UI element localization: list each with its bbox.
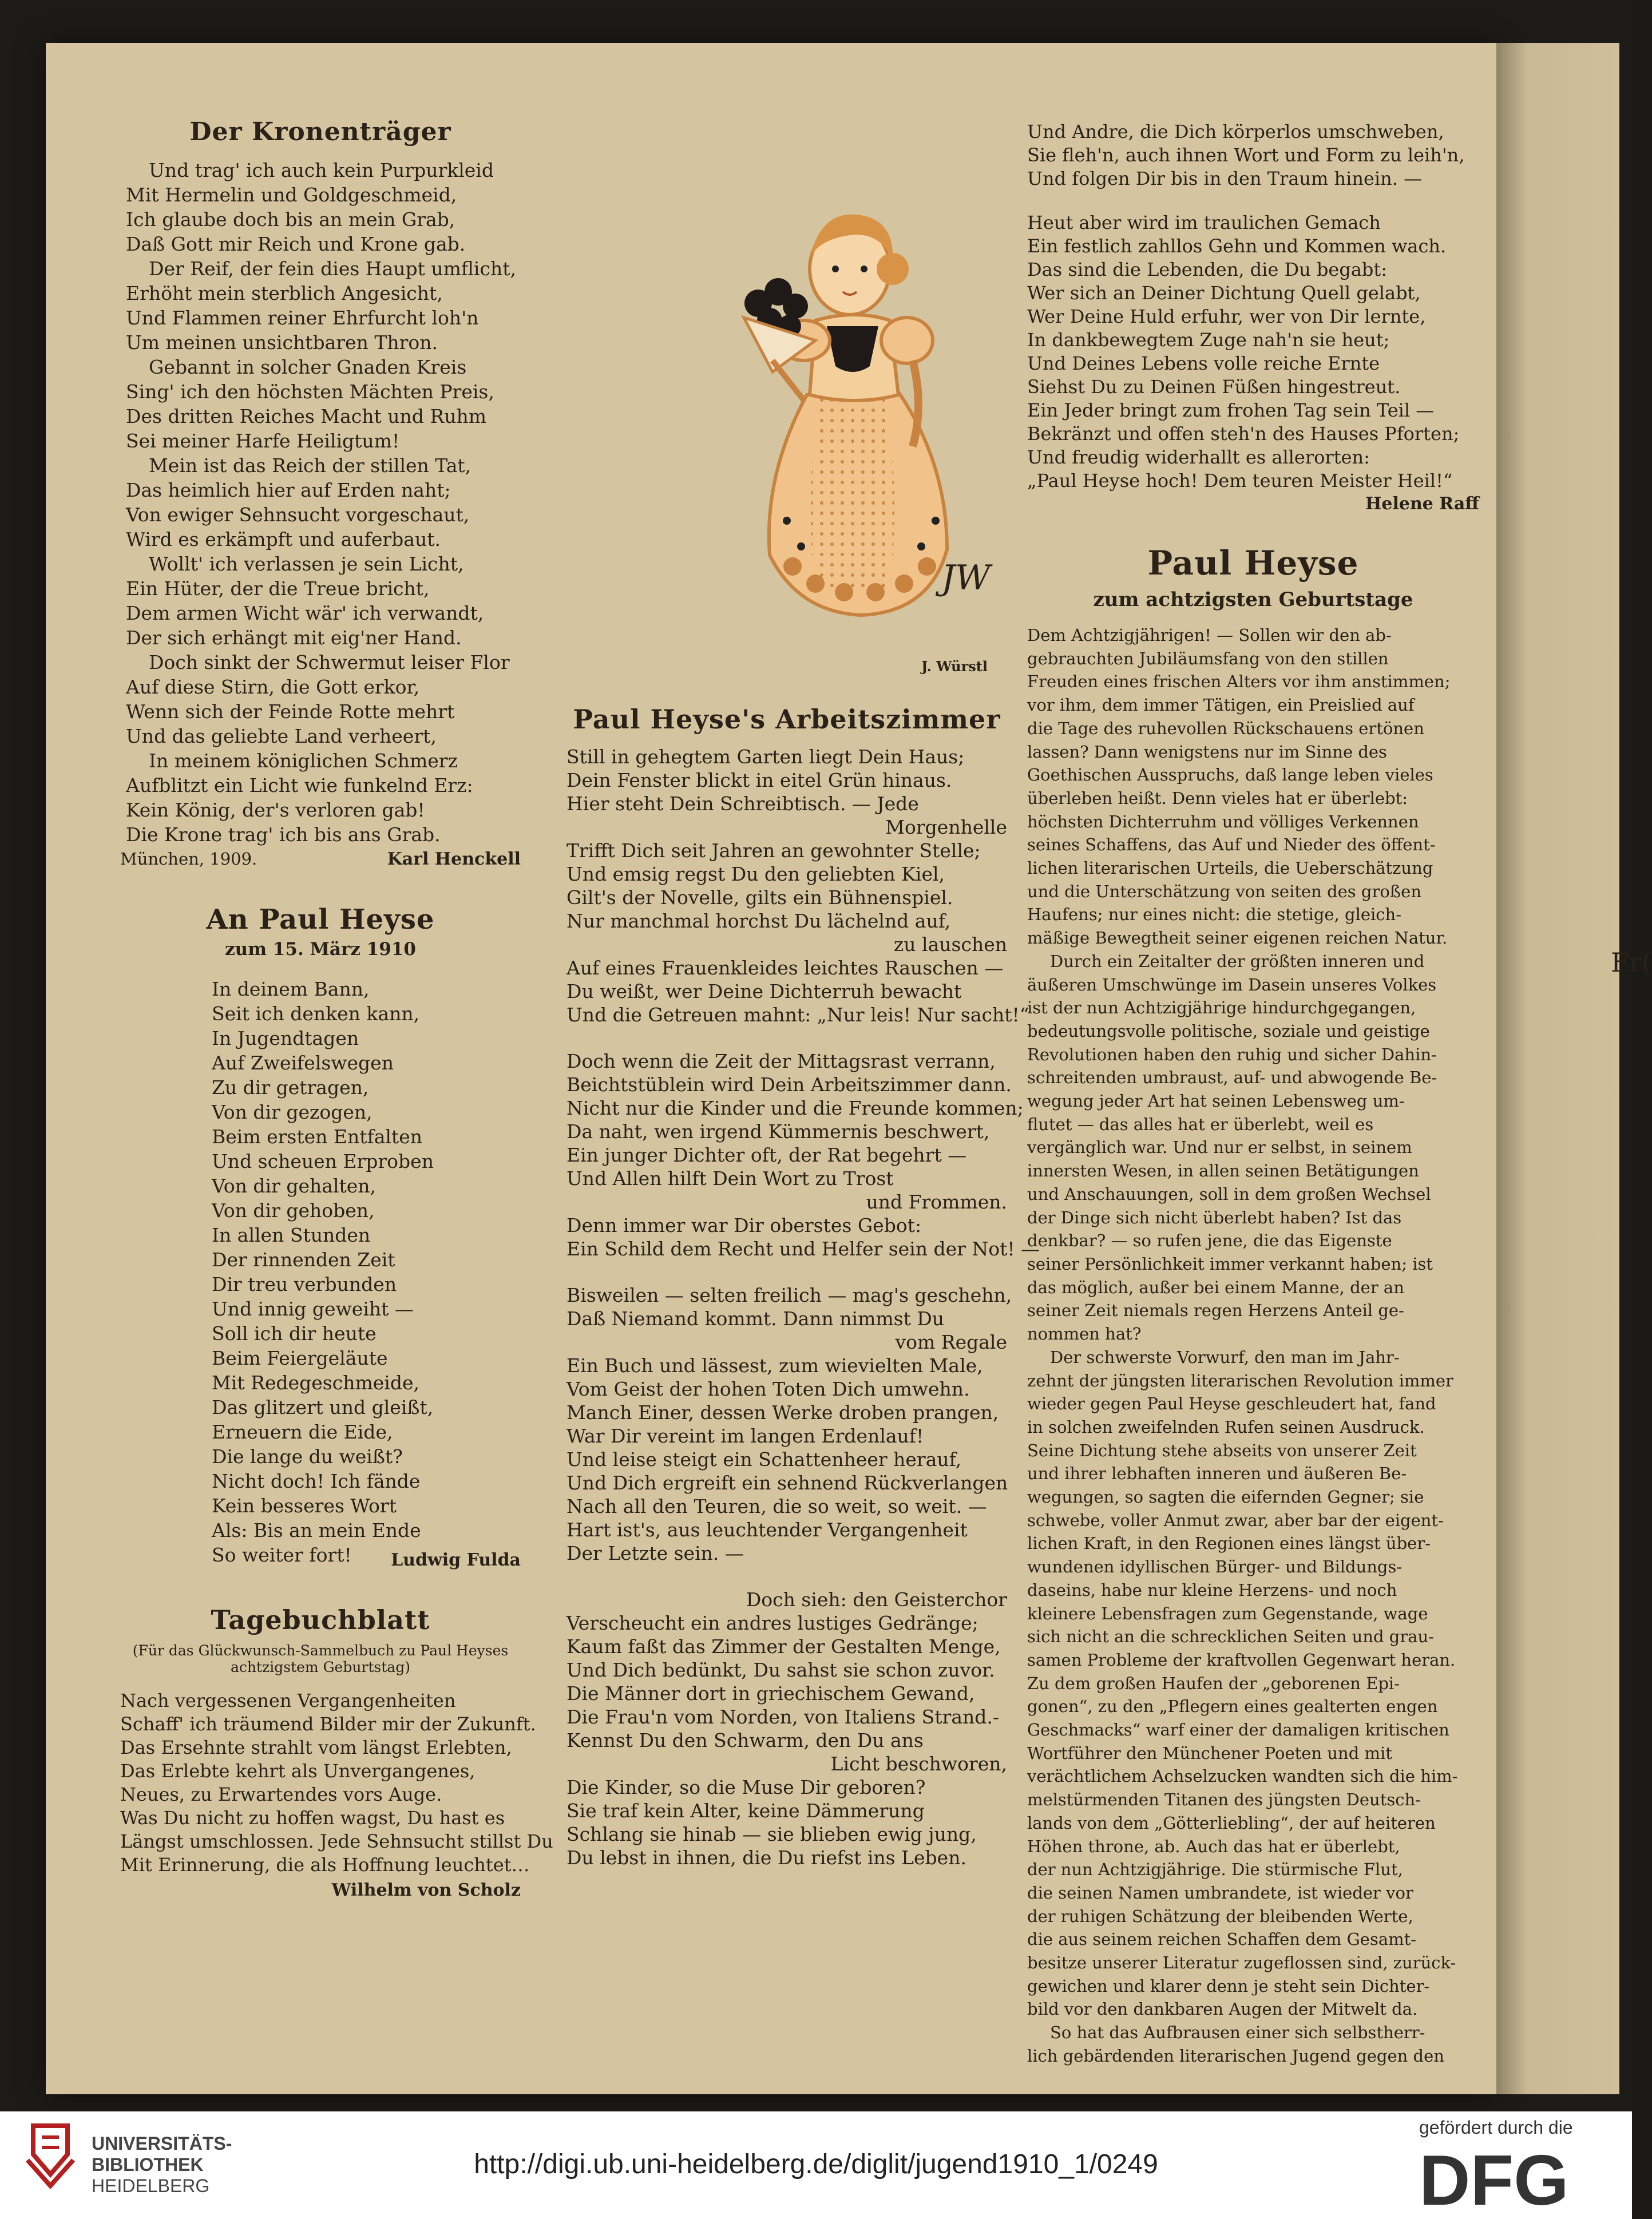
poem-line: Was Du nicht zu hoffen wagst, Du hast es xyxy=(120,1807,505,1829)
article-line: So hat das Aufbrausen einer sich selbstherr- xyxy=(1050,2023,1425,2043)
illustration-monogram: JW xyxy=(941,558,991,598)
article-line: wegung jeder Art hat seinen Lebensweg um- xyxy=(1027,1091,1405,1111)
poem-line: Auf Zweifelswegen xyxy=(212,1052,394,1074)
article-title: Paul Heyse xyxy=(1147,544,1359,583)
article-line: Dem Achtzigjährigen! — Sollen wir den ab- xyxy=(1027,625,1392,645)
poem-line: Wer Deine Huld erfuhr, wer von Dir lernte, xyxy=(1027,306,1426,327)
article-line: lichen literarischen Urteils, die Ueberschätzung xyxy=(1027,858,1433,878)
poem-line: Da naht, wen irgend Kümmernis beschwert, xyxy=(566,1120,990,1143)
poem-line: Erneuern die Eide, xyxy=(212,1421,393,1443)
poem-line: Nicht doch! Ich fände xyxy=(212,1470,421,1492)
article-line: schwebe, voller Anmut zwar, aber bar der eigent- xyxy=(1027,1510,1444,1530)
article-line: Höhen throne, ab. Auch das hat er überlebt, xyxy=(1027,1836,1400,1856)
poem-line: Das glitzert und gleißt, xyxy=(212,1396,434,1418)
article-line: seiner Zeit niemals regen Herzens Anteil ge- xyxy=(1027,1301,1404,1321)
poem-line: Mit Erinnerung, die als Hoffnung leuchtet… xyxy=(120,1854,530,1876)
poem-line: Nach all den Teuren, die so weit, so weit. — xyxy=(566,1495,987,1517)
poem5-body xyxy=(1027,120,1479,493)
article-line: äußeren Umschwünge im Dasein unseres Volkes xyxy=(1027,974,1437,994)
poem-line: In meinem königlichen Schmerz xyxy=(149,750,458,772)
poem-line: Von dir gehalten, xyxy=(212,1175,377,1197)
poem2-subtitle: zum 15. März 1910 xyxy=(225,939,416,960)
poem-line: Ein junger Dichter oft, der Rat begehrt — xyxy=(566,1144,967,1166)
poem-line: Ein Hüter, der die Treue bricht, xyxy=(126,577,430,600)
article-line: lands von dem „Götterliebling“, der auf heiteren xyxy=(1027,1813,1436,1833)
poem-line: Bekränzt und offen steh'n des Hauses Pforten; xyxy=(1027,423,1460,445)
article-line: vergänglich war. Und nur er selbst, in seinem xyxy=(1027,1138,1412,1158)
poem-line: Dir treu verbunden xyxy=(212,1273,397,1295)
poem-line: Und leise steigt ein Schattenheer herauf, xyxy=(566,1448,962,1471)
article-line: und Anschauungen, soll in dem großen Wechsel xyxy=(1027,1184,1431,1204)
poem-line: Die Kinder, so die Muse Dir geboren? xyxy=(566,1776,926,1798)
poem-line: In allen Stunden xyxy=(212,1224,371,1246)
poem-line: zu lauschen xyxy=(893,933,1007,956)
poem-line: Auf diese Stirn, die Gott erkor, xyxy=(126,676,420,698)
poem-line: vom Regale xyxy=(895,1331,1007,1353)
dfg-logo-text: DFG xyxy=(1419,2141,1569,2219)
poem-line: Wer sich an Deiner Dichtung Quell gelabt, xyxy=(1027,282,1421,304)
poem-line: Siehst Du zu Deinen Füßen hingestreut. xyxy=(1027,376,1401,398)
poem-line: Und das geliebte Land verheert, xyxy=(126,725,437,747)
article-line: besitze unserer Literatur zugeflossen sind, zurück- xyxy=(1027,1953,1456,1973)
poem-line: Dein Fenster blickt in eitel Grün hinaus. xyxy=(566,769,952,791)
poem-line: Gebannt in solcher Gnaden Kreis xyxy=(149,356,467,378)
article-line: die Tage des ruhevollen Rückschauens ertönen xyxy=(1027,718,1424,738)
article-line: überleben heißt. Denn vieles hat er überlebt: xyxy=(1027,788,1408,808)
poem-line: Ein Buch und lässest, zum wievielten Male, xyxy=(566,1354,983,1377)
article-line: Geschmacks“ warf einer der damaligen kritischen xyxy=(1027,1720,1449,1740)
poem-line: Ein festlich zahllos Gehn und Kommen wach. xyxy=(1027,235,1447,257)
poem-line: Bisweilen — selten freilich — mag's geschehn, xyxy=(566,1284,1012,1306)
left-column xyxy=(120,117,553,1900)
article-line: der ruhigen Schätzung der bleibenden Werte, xyxy=(1027,1906,1413,1926)
article-line: gebrauchten Jubiläumsfang von den stillen xyxy=(1027,648,1389,668)
article-line: der Dinge sich nicht überlebt haben? Ist das xyxy=(1027,1207,1402,1227)
adjacent-page-edge xyxy=(1496,43,1619,2094)
poem-line: Sie traf kein Alter, keine Dämmerung xyxy=(566,1800,925,1822)
poem-line: Und trag' ich auch kein Purpurkleid xyxy=(149,159,494,181)
poem-line: In dankbewegtem Zuge nah'n sie heut; xyxy=(1027,329,1390,351)
poem-line: Vom Geist der hohen Toten Dich umwehn. xyxy=(566,1378,970,1400)
article-line: seines Schaffens, das Auf und Nieder des öffent- xyxy=(1027,835,1436,855)
poem-line: Nach vergessenen Vergangenheiten xyxy=(120,1690,456,1711)
article-line: die seinen Namen umbrandete, ist wieder vor xyxy=(1027,1883,1413,1903)
poem2-author: Ludwig Fulda xyxy=(391,1550,521,1570)
illustration-credit: J. Würstl xyxy=(921,658,988,675)
poem-line: Die Frau'n vom Norden, von Italiens Strand.- xyxy=(566,1706,1000,1728)
article-line: seiner Persönlichkeit immer verkannt haben; ist xyxy=(1027,1254,1433,1274)
article-line: Haufens; nur eines nicht: die stetige, gleich- xyxy=(1027,905,1402,925)
article-line: und ihrer lebhaften inneren und äußeren Be- xyxy=(1027,1464,1407,1484)
poem-line: Beim Feiergeläute xyxy=(212,1347,388,1369)
poem-line: Um meinen unsichtbaren Thron. xyxy=(126,331,438,354)
poem-line: Beim ersten Entfalten xyxy=(212,1126,422,1148)
poem3-subtitle-1: (Für das Glückwunsch-Sammelbuch zu Paul Heyses xyxy=(132,1642,509,1659)
poem-line: Die Krone trag' ich bis ans Grab. xyxy=(126,823,441,846)
stanza-gap xyxy=(566,1027,1007,1049)
article-line: die aus seinem reichen Schaffen dem Gesamt- xyxy=(1027,1929,1417,1949)
poem-line: Die lange du weißt? xyxy=(212,1445,403,1468)
poem-line: Kein König, der's verloren gab! xyxy=(126,799,425,821)
article-line: Revolutionen haben den ruhig und sicher Dahin- xyxy=(1027,1044,1437,1064)
poem-line: Beichtstüblein wird Dein Arbeitszimmer dann. xyxy=(566,1073,1012,1096)
article-line: daseins, habe nur kleine Herzens- und noch xyxy=(1027,1580,1397,1600)
poem1-title: Der Kronenträger xyxy=(189,117,451,146)
article-line: ist der nun Achtzigjährige hindurchgegangen, xyxy=(1027,998,1416,1018)
poem-line: Hier steht Dein Schreibtisch. — Jede xyxy=(566,792,919,815)
poem-line: In Jugendtagen xyxy=(212,1027,359,1049)
poem-line: Sie fleh'n, auch ihnen Wort und Form zu leih'n, xyxy=(1027,144,1465,166)
article-line: gonen“, zu den „Pflegern eines gealterten engen xyxy=(1027,1697,1438,1717)
poem-line: Kaum faßt das Zimmer der Gestalten Menge, xyxy=(566,1635,1001,1658)
poem4-title: Paul Heyse's Arbeitszimmer xyxy=(573,704,1001,735)
poem-line: Kein besseres Wort xyxy=(212,1495,397,1517)
poem1-author: Karl Henckell xyxy=(387,849,521,869)
article-line: und die Unterschätzung von seiten des großen xyxy=(1027,881,1422,901)
poem-line: Manch Einer, dessen Werke droben prangen, xyxy=(566,1401,999,1424)
article-line: Durch ein Zeitalter der größten inneren und xyxy=(1050,951,1425,971)
article-line: Goethischen Ausspruchs, daß lange leben vieles xyxy=(1027,765,1433,785)
article-line: samen Probleme der kraftvollen Gegenwart heran. xyxy=(1027,1650,1456,1670)
poem-line: Und freudig widerhallt es allerorten: xyxy=(1027,446,1370,468)
poem-line: Dem armen Wicht wär' ich verwandt, xyxy=(126,602,484,624)
adjacent-page-text: Fr( xyxy=(1611,947,1652,978)
poem1-signature xyxy=(120,849,521,869)
right-column xyxy=(1027,120,1479,2068)
article-line: das möglich, außer bei einem Manne, der an xyxy=(1027,1277,1404,1297)
poem-line: Der Reif, der fein dies Haupt umflicht, xyxy=(149,257,516,280)
poem-line: Und Dich bedünkt, Du sahst sie schon zuvor. xyxy=(566,1659,995,1681)
poem3-title: Tagebuchblatt xyxy=(211,1604,430,1635)
poem-line: Und folgen Dir bis in den Traum hinein. — xyxy=(1027,168,1423,189)
article-line: lassen? Dann wenigstens nur im Sinne des xyxy=(1027,742,1387,762)
poem-line: Zu dir getragen, xyxy=(212,1076,369,1099)
poem-line: Das heimlich hier auf Erden naht; xyxy=(126,479,451,501)
poem-line: Daß Niemand kommt. Dann nimmst Du xyxy=(566,1307,945,1330)
poem2-body xyxy=(120,977,521,1567)
poem-line: Schaff' ich träumend Bilder mir der Zukunft. xyxy=(120,1713,536,1735)
poem-line: Und Andre, die Dich körperlos umschweben, xyxy=(1027,121,1444,142)
article-line: denkbar? — so rufen jene, die das Eigenste xyxy=(1027,1231,1392,1251)
poem-line: Und innig geweiht — xyxy=(212,1298,414,1320)
article-line: zehnt der jüngsten literarischen Revolution immer xyxy=(1027,1370,1453,1390)
library-name-line2: BIBLIOTHEK xyxy=(92,2154,204,2175)
poem-line: Und die Getreuen mahnt: „Nur leis! Nur sacht!“ xyxy=(566,1004,1029,1026)
poem-line: Morgenhelle xyxy=(885,816,1007,838)
article-line: bild vor den dankbaren Augen der Mitwelt da. xyxy=(1027,1999,1418,2019)
poem-line: Du lebst in ihnen, die Du riefst ins Leben. xyxy=(566,1846,966,1869)
article-line: kleinere Lebensfragen zum Gegenstande, wage xyxy=(1027,1603,1428,1623)
poem-line: Und Allen hilft Dein Wort zu Trost xyxy=(566,1167,894,1190)
article-line: wieder gegen Paul Heyse geschleudert hat, fand xyxy=(1027,1394,1436,1414)
poem-line: Wird es erkämpft und auferbaut. xyxy=(126,528,441,550)
poem-line: Du weißt, wer Deine Dichterruh bewacht xyxy=(566,980,962,1002)
poem1-body xyxy=(120,158,521,847)
poem-line: Erhöht mein sterblich Angesicht, xyxy=(126,282,443,304)
poem-line: Schlang sie hinab — sie blieben ewig jung, xyxy=(566,1823,977,1845)
poem-line: Mit Redegeschmeide, xyxy=(212,1372,419,1394)
poem-line: „Paul Heyse hoch! Dem teuren Meister Heil!“ xyxy=(1027,470,1453,492)
poem-line: Der Letzte sein. — xyxy=(566,1542,744,1564)
article-line: lichen Kraft, in den Regionen eines längst über- xyxy=(1027,1534,1431,1554)
stanza-gap xyxy=(566,1261,1007,1283)
article-line: verächtlichem Achselzucken wandten sich die him- xyxy=(1027,1766,1458,1786)
poem-line: Sing' ich den höchsten Mächten Preis, xyxy=(126,381,494,403)
poem-line: Trifft Dich seit Jahren an gewohnter Stelle; xyxy=(566,839,981,862)
poem-line: Und Flammen reiner Ehrfurcht loh'n xyxy=(126,307,479,329)
article-line: vor ihm, dem immer Tätigen, ein Preislied auf xyxy=(1027,695,1415,715)
library-name-line1: UNIVERSITÄTS- xyxy=(92,2133,232,2154)
poem-line: War Dir vereint im langen Erdenlauf! xyxy=(566,1425,924,1447)
poem-line: Das sind die Lebenden, die Du begabt: xyxy=(1027,259,1388,280)
article-line: flutet — das alles hat er überlebt, weil es xyxy=(1027,1114,1374,1134)
poem-line: Daß Gott mir Reich und Krone gab. xyxy=(126,233,466,255)
article-line: Seine Dichtung stehe abseits von unserer Zeit xyxy=(1027,1440,1417,1460)
poem-line: Denn immer war Dir oberstes Gebot: xyxy=(566,1214,922,1237)
funded-by-caption: gefördert durch die xyxy=(1419,2117,1573,2138)
poem-line: Wenn sich der Feinde Rotte mehrt xyxy=(126,700,455,723)
poem4-body xyxy=(566,745,1040,1869)
poem-line: Doch sinkt der Schwermut leiser Flor xyxy=(149,651,510,673)
poem-line: So weiter fort! xyxy=(212,1544,352,1566)
poem-line: Wollt' ich verlassen je sein Licht, xyxy=(149,553,464,575)
poem-line: Ich glaube doch bis an mein Grab, xyxy=(126,208,455,231)
poem5-author: Helene Raff xyxy=(1365,494,1479,514)
article-line: der nun Achtzigjährige. Die stürmische Flut, xyxy=(1027,1860,1403,1880)
poem1-place: München, 1909. xyxy=(120,849,257,869)
poem-line: Der rinnenden Zeit xyxy=(212,1249,395,1271)
article-line: in solchen zweifelnden Rufen seinen Ausdruck. xyxy=(1027,1417,1425,1437)
poem3-subtitle-2: achtzigstem Geburtstag) xyxy=(231,1659,410,1675)
article-line: wundenen idyllischen Bürger- und Bildungs- xyxy=(1027,1557,1403,1577)
poem-line: Das Ersehnte strahlt vom längst Erlebten, xyxy=(120,1737,512,1758)
poem-line: Hart ist's, aus leuchtender Vergangenheit xyxy=(566,1519,968,1541)
article-line: melstürmenden Titanen des jüngsten Deutsch- xyxy=(1027,1790,1421,1810)
article-line: innersten Wesen, in allen seinen Betätigungen xyxy=(1027,1161,1419,1181)
poem3-author: Wilhelm von Scholz xyxy=(331,1880,521,1900)
article-line: bedeutungsvolle politische, soziale und geistige xyxy=(1027,1021,1430,1041)
article-line: wegungen, so sagten die eifernden Gegner; sie xyxy=(1027,1487,1424,1507)
poem-line: Kennst Du den Schwarm, den Du ans xyxy=(566,1729,924,1752)
poem-line: Das Erlebte kehrt als Unvergangenes, xyxy=(120,1760,476,1782)
article-line: gewichen und klarer denn je steht sein Dichter- xyxy=(1027,1976,1430,1996)
poem3-body xyxy=(120,1689,553,1877)
poem-line: Verscheucht ein andres lustiges Gedränge; xyxy=(566,1612,978,1634)
poem-line: Doch sieh: den Geisterchor xyxy=(746,1588,1007,1611)
poem-line: Mein ist das Reich der stillen Tat, xyxy=(149,454,472,477)
poem-line: Soll ich dir heute xyxy=(212,1322,377,1345)
poem-line: Von dir gehoben, xyxy=(212,1199,375,1222)
poem-line: Still in gehegtem Garten liegt Dein Haus; xyxy=(566,746,965,768)
article-line: Freuden eines frischen Alters vor ihm anstimmen; xyxy=(1027,672,1451,692)
poem-line: Sei meiner Harfe Heiligtum! xyxy=(126,430,400,452)
poem-line: Licht beschworen, xyxy=(830,1753,1007,1775)
article-line: sich nicht an die schrecklichen Seiten und grau- xyxy=(1027,1627,1434,1647)
poem-line: Die Männer dort in griechischem Gewand, xyxy=(566,1682,975,1705)
poem-line: Längst umschlossen. Jede Sehnsucht stillst Du xyxy=(120,1830,553,1852)
article-subtitle: zum achtzigsten Geburtstage xyxy=(1093,588,1413,611)
poem-line: Und emsig regst Du den geliebten Kiel, xyxy=(566,863,945,885)
article-line: höchsten Dichterruhm und völliges Verkennen xyxy=(1027,811,1419,831)
poem-line: Der sich erhängt mit eig'ner Hand. xyxy=(126,627,462,649)
poem-line: Heut aber wird im traulichen Gemach xyxy=(1027,212,1381,233)
article-line: mäßige Bewegtheit seiner eigenen reichen Natur. xyxy=(1027,928,1448,948)
article-body xyxy=(1027,624,1479,2068)
poem-line: Auf eines Frauenkleides leichtes Rauschen — xyxy=(566,957,1004,979)
poem2-title: An Paul Heyse xyxy=(206,904,435,936)
permalink-url[interactable]: http://digi.ub.uni-heidelberg.de/diglit/jugend1910_1/0249 xyxy=(474,2149,1158,2180)
poem-line: Und Deines Lebens volle reiche Ernte xyxy=(1027,352,1380,374)
poem-line: Und Dich ergreift ein sehnend Rückverlangen xyxy=(566,1472,1008,1494)
magazine-page xyxy=(46,43,1496,2094)
article-line: Wortführer den Münchener Poeten und mit xyxy=(1027,1743,1392,1763)
poem-line: Doch wenn die Zeit der Mittagsrast verrann, xyxy=(566,1050,996,1072)
poem-line: Nur manchmal horchst Du lächelnd auf, xyxy=(566,910,951,932)
poem-line: Aufblitzt ein Licht wie funkelnd Erz: xyxy=(126,774,473,797)
library-name-line3: HEIDELBERG xyxy=(92,2176,210,2196)
dfg-logo-icon xyxy=(1413,2141,1608,2219)
article-line: lich gebärdenden literarischen Jugend gegen den xyxy=(1027,2046,1444,2066)
poem-line: Nicht nur die Kinder und die Freunde kommen; xyxy=(566,1097,1024,1119)
stanza-gap xyxy=(566,1565,1007,1588)
poem-line: Als: Bis an mein Ende xyxy=(212,1519,421,1542)
poem-line: und Frommen. xyxy=(866,1191,1007,1213)
poem-line: Gilt's der Novelle, gilts ein Bühnenspiel. xyxy=(566,886,953,909)
poem-line: Seit ich denken kann, xyxy=(212,1002,420,1025)
poem-line: Mit Hermelin und Goldgeschmeid, xyxy=(126,184,457,206)
poem-line: Ein Jeder bringt zum frohen Tag sein Teil — xyxy=(1027,399,1435,421)
stanza-gap xyxy=(1027,191,1479,211)
poem-line: In deinem Bann, xyxy=(212,978,370,1000)
poem-line: Von dir gezogen, xyxy=(212,1101,373,1123)
article-line: schreitenden umbraust, auf- und abwogende Be- xyxy=(1027,1068,1437,1088)
article-line: Der schwerste Vorwurf, den man im Jahr- xyxy=(1050,1347,1400,1367)
girl-with-bouquet-illustration xyxy=(672,189,1004,629)
poem-line: Neues, zu Erwartendes vors Auge. xyxy=(120,1784,442,1805)
article-line: Zu dem großen Haufen der „geborenen Epi- xyxy=(1027,1673,1400,1693)
poem-line: Ein Schild dem Recht und Helfer sein der Not! — xyxy=(566,1238,1040,1260)
article-line: nommen hat? xyxy=(1027,1324,1142,1344)
poem-line: Von ewiger Sehnsucht vorgeschaut, xyxy=(126,504,470,526)
poem-line: Und scheuen Erproben xyxy=(212,1150,434,1172)
middle-column xyxy=(566,704,1040,1869)
poem-line: Des dritten Reiches Macht und Ruhm xyxy=(126,405,486,427)
